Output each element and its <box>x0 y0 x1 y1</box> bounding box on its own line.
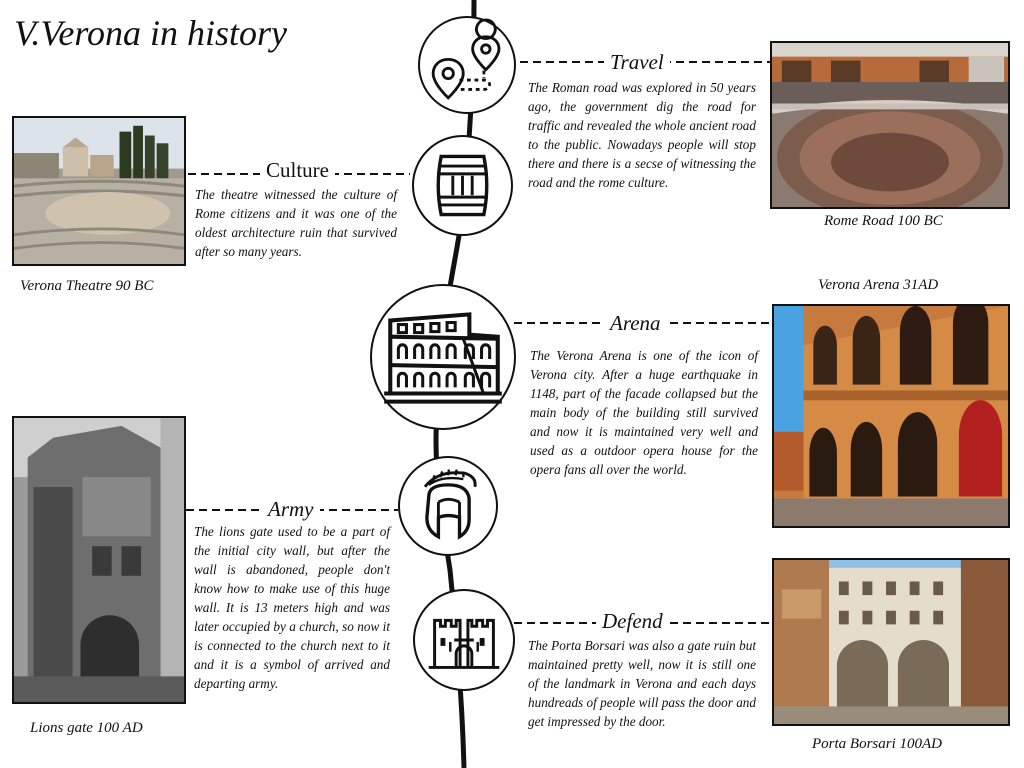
barrel-icon <box>414 137 511 234</box>
culture-text: The theatre witnessed the culture of Rome citizens and it was one of the oldest architecture ruin that survived after so many years. <box>195 187 397 259</box>
defend-text: The Porta Borsari was also a gate ruin but maintained pretty well, now it is still one of the landmark in Verona and each days hundreads of people will pass the door and get impressed by the door. <box>528 638 756 729</box>
porta-borsari-photo <box>772 558 1010 726</box>
arena-icon-circle <box>370 284 516 430</box>
map-route-icon <box>420 18 514 112</box>
culture-heading: Culture <box>260 158 335 183</box>
rome-road-caption: Rome Road 100 BC <box>824 213 943 229</box>
lions-gate-photo <box>12 416 186 704</box>
colosseum-icon <box>372 286 514 428</box>
castle-icon <box>415 591 513 689</box>
verona-arena-caption: Verona Arena 31AD <box>818 277 939 293</box>
verona-theatre-photo <box>12 116 186 266</box>
arena-text: The Verona Arena is one of the icon of Verona city. After a huge earthquake in 1148, part of the facade collapsed but the main body of the building still survived and now it is maintained very well and used as a outdoor opera house for the opera fans all over the world. <box>530 348 758 477</box>
army-text: The lions gate used to be a part of the initial city wall, but after the wall is abandoned, people don't know how to make use of this huge wall. It is 13 meters high and was later occupied by a church, so now it is connected to the church next to it and it is a symbol of arrived and departing army. <box>194 524 390 691</box>
defend-icon-circle <box>413 589 515 691</box>
roman-helmet-icon <box>400 458 496 554</box>
lions-gate-caption: Lions gate 100 AD <box>30 720 143 736</box>
porta-borsari-caption: Porta Borsari 100AD <box>812 736 943 752</box>
verona-theatre-caption: Verona Theatre 90 BC <box>20 278 154 294</box>
defend-heading: Defend <box>596 609 669 634</box>
rome-road-photo <box>770 41 1010 209</box>
travel-icon-circle <box>418 16 516 114</box>
travel-text: The Roman road was explored in 50 years ago, the government dig the road for traffic and revealed the whole ancient road to the public. Nowadays people will stop there and there is a secse of witnessing the road and the rome culture. <box>528 80 756 190</box>
army-heading: Army <box>262 497 320 522</box>
travel-heading: Travel <box>604 50 670 75</box>
verona-arena-photo <box>772 304 1010 528</box>
arena-heading: Arena <box>604 311 667 336</box>
page-title: V.Verona in history <box>14 13 288 53</box>
culture-icon-circle <box>412 135 513 236</box>
army-icon-circle <box>398 456 498 556</box>
